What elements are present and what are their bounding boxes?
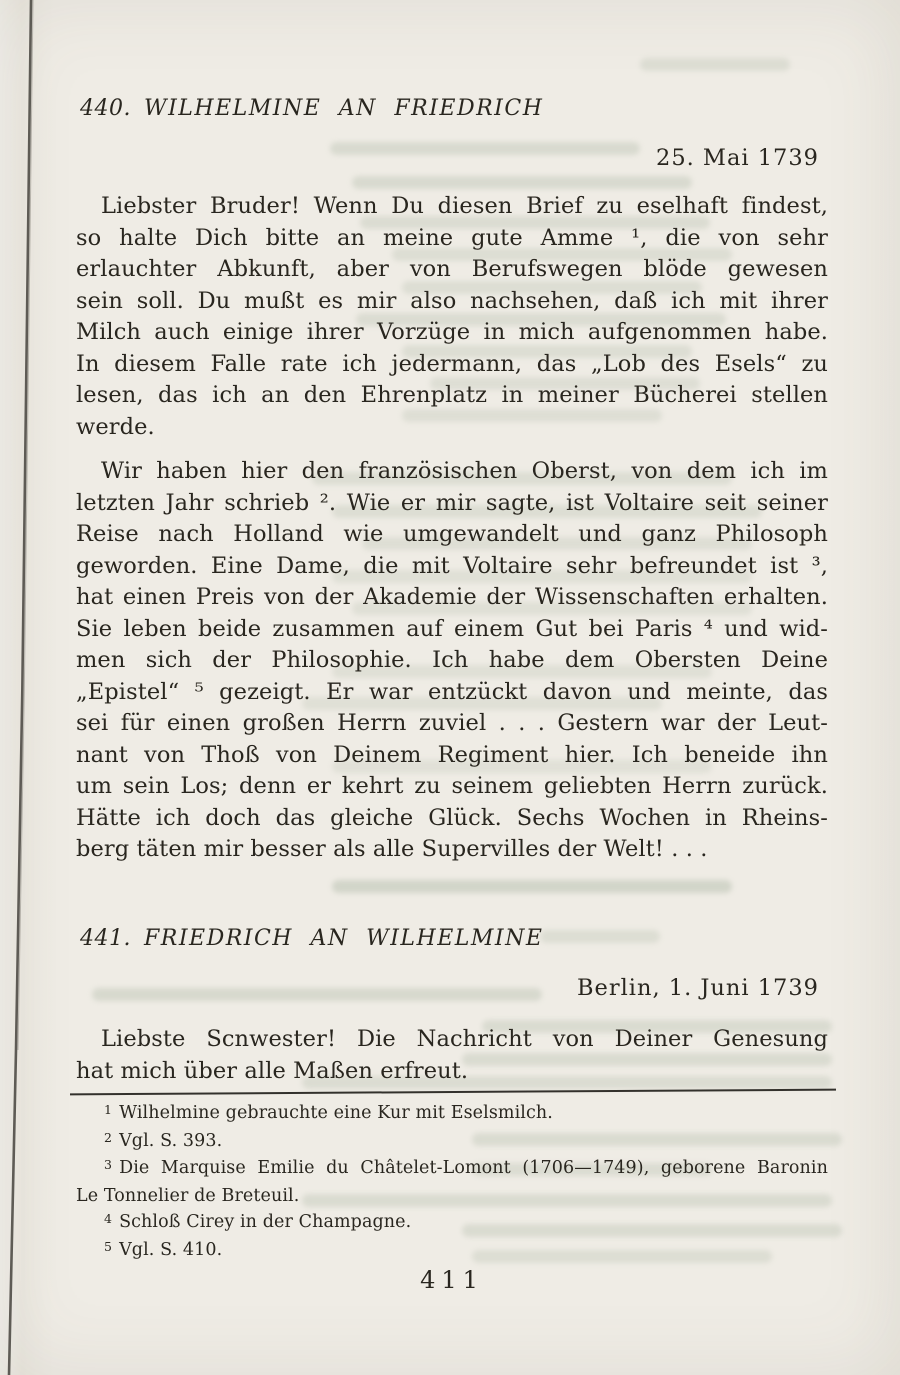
letter-441-dateline: Berlin, 1. Juni 1739 [576, 975, 819, 1001]
letter-number: 441. [80, 926, 131, 951]
text-line: men sich der Philosophie. Ich habe dem Obersten Deine [76, 647, 828, 673]
text-line: In diesem Falle rate ich jedermann, das „Lob des Esels“ zu [76, 350, 828, 377]
text-line: berg täten mir besser als alle Supervilles der Welt! . . . [76, 836, 708, 862]
letter-441-paragraph-1 [76, 1024, 828, 1087]
text-line: Liebster Bruder! Wenn Du diesen Brief zu eselhaft findest, [101, 193, 828, 219]
letter-440-dateline: 25. Mai 1739 [656, 145, 819, 171]
footnote-line: Le Tonnelier de Breteuil. [76, 1185, 300, 1206]
text-line: Sie leben beide zusammen auf einem Gut bei Paris ⁴ und wid- [76, 615, 828, 642]
text-line: Liebste Scnwester! Die Nachricht von Deiner Genesung [101, 1026, 828, 1052]
text-line: „Epistel“ ⁵ gezeigt. Er war entzückt davon und meinte, das [76, 678, 828, 705]
text-line: erlauchter Abkunft, aber von Berufswegen blöde gewesen [76, 256, 828, 282]
text-line: so halte Dich bitte an meine gute Amme ¹, die von sehr [76, 224, 828, 251]
text-line: sei für einen großen Herrn zuviel . . . Gestern war der Leut- [76, 710, 828, 736]
footnote-line: $^2$ Vgl. S. 393. [104, 1129, 223, 1151]
text-line: Hätte ich doch das gleiche Glück. Sechs Wochen in Rheins- [76, 804, 828, 831]
letter-441-heading [80, 926, 832, 951]
text-line: geworden. Eine Dame, die mit Voltaire sehr befreundet ist ³, [76, 552, 828, 579]
text-line: Wir haben hier den französischen Oberst, von dem ich im [101, 458, 828, 484]
footnote-line: $^5$ Vgl. S. 410. [104, 1238, 223, 1260]
footnote-line: $^3$ Die Marquise Emilie du Châtelet-Lomont (1706—1749), geborene Baronin [104, 1157, 828, 1178]
letter-440-heading [80, 96, 832, 121]
letter-title: WILHELMINE AN FRIEDRICH [143, 96, 544, 121]
text-line: lesen, das ich an den Ehrenplatz in meiner Bücherei stellen [76, 382, 828, 408]
letter-440-paragraph-1 [76, 191, 828, 443]
letter-number: 440. [80, 96, 131, 121]
footnote-marker: 1 [104, 1102, 113, 1117]
footnotes [76, 1100, 828, 1264]
text-line: hat einen Preis von der Akademie der Wissenschaften erhalten. [76, 584, 828, 610]
page-number: 411 [420, 1266, 484, 1294]
text-line: um sein Los; denn er kehrt zu seinem geliebten Herrn zurück. [76, 773, 828, 799]
footnote-marker: 4 [104, 1211, 113, 1226]
footnote-line: $^1$ Wilhelmine gebrauchte eine Kur mit Eselsmilch. [104, 1102, 553, 1123]
footnote-line: $^4$ Schloß Cirey in der Champagne. [104, 1211, 412, 1232]
text-line: hat mich über alle Maßen erfreut. [76, 1057, 469, 1084]
letter-title: FRIEDRICH AN WILHELMINE [143, 926, 544, 951]
text-line: Reise nach Holland wie umgewandelt und ganz Philosoph [76, 521, 828, 547]
text-line: letzten Jahr schrieb ². Wie er mir sagte, ist Voltaire seit seiner [76, 489, 828, 516]
footnote-marker: 2 [104, 1129, 113, 1145]
text-line: werde. [76, 413, 155, 440]
text-line: nant von Thoß von Deinem Regiment hier. Ich beneide ihn [76, 741, 828, 768]
footnote-marker: 3 [104, 1157, 113, 1172]
footnote-marker: 5 [104, 1238, 113, 1254]
text-line: sein soll. Du mußt es mir also nachsehen, daß ich mit ihrer [76, 287, 828, 314]
letter-440-paragraph-2 [76, 456, 828, 866]
footnote-separator-rule [70, 1089, 836, 1096]
text-line: Milch auch einige ihrer Vorzüge in mich aufgenommen habe. [76, 319, 828, 345]
